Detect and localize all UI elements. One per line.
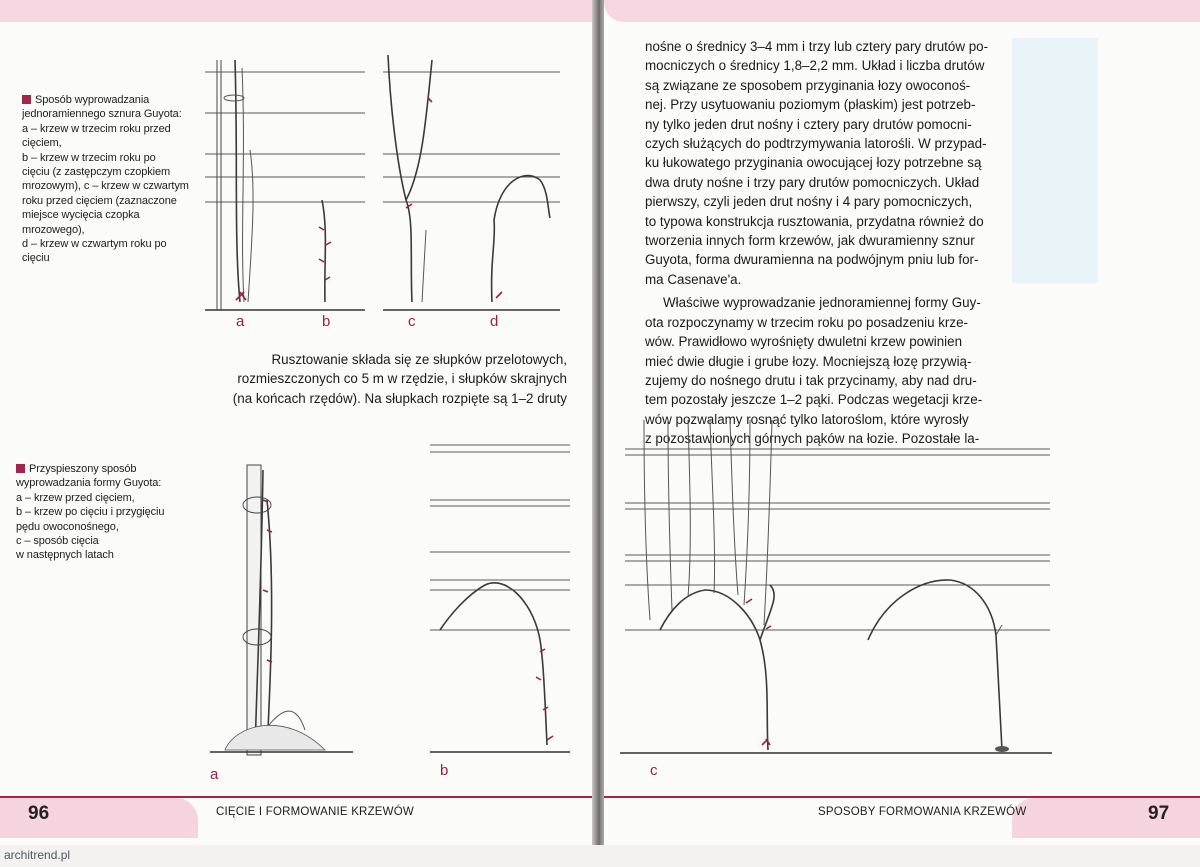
- caption-guyot-accelerated: Przyspieszony sposób wyprowadzania formy Guyota: a – krzew przed cięciem, b – krzew po cięciu i przygięciu pędu owoconośnego, c – sposób cięcia w następnych latach: [16, 463, 165, 562]
- caption-bullet-icon: [16, 464, 25, 473]
- figure-label-a: a: [236, 313, 245, 330]
- left-top-band: [0, 0, 596, 22]
- left-body-text: Rusztowanie składa się ze słupków przelotowych, rozmieszczonych co 5 m w rzędzie, i słupków skrajnych (na końcach rzędów). Na słupkach rozpięte są 1–2 druty: [232, 352, 567, 406]
- figure-label-b: b: [322, 313, 331, 330]
- figure2-label-a: a: [210, 766, 219, 783]
- running-head-left: CIĘCIE I FORMOWANIE KRZEWÓW: [216, 806, 414, 818]
- figure-label-c: c: [408, 313, 416, 330]
- vine-b-arched: [440, 583, 553, 745]
- figure-label-d: d: [490, 313, 499, 330]
- vine-c: [388, 55, 432, 302]
- vine-arched-right: [868, 580, 1009, 752]
- page-number-left: 96: [28, 803, 50, 824]
- vine-a: [224, 60, 253, 302]
- page-number-right: 97: [1148, 803, 1170, 824]
- figure2-label-b: b: [440, 762, 449, 779]
- right-body-text: nośne o średnicy 3–4 mm i trzy lub cztery pary drutów po- mocniczych o średnicy 1,8–2,2 mm. Układ i liczba drutów są związane ze sposobem przyginania łozy owoconoś- nej. Przy usytuowaniu poziomym (płaskim) jest potrzeb- ny tylko jeden drut nośny i cztery pary drutów pomocni- czych służących do podtrzymywania latorośli. W przypad- ku łukowatego przyginania owocującej łozy potrzebne są dwa druty nośne i trzy pary drutów pomocniczych. Układ pierwszy, czyli jeden drut nośny i 4 pary pomocniczych, to typowa konstrukcja rusztowania, przydatna również do tworzenia innych form krzewów, jak dwuramienny sznur Guyota, forma dwuramienna na podwójnym pniu lub for- ma Casenave'a. Właściwe wyprowadzanie jednoramiennej formy Guy- ota rozpoczynamy w trzecim roku po posadzeniu krze- wów. Prawidłowo wyrośnięty dwuletni krzew powinien mieć dwie długie i grube łozy. Mocniejszą łozę przywią- zujemy do nośnego drutu i tak przycinamy, aby nad dru- tem pozostały jeszcze 1–2 pąki. Podczas wegetacji krze- wów pozwalamy rosnąć tylko latoroślom, które wyrosły z pozostawionych górnych pąków na łozie. Pozostałe la-: [645, 39, 989, 447]
- watermark-text: architrend.pl: [4, 848, 71, 862]
- caption-bullet-icon: [22, 95, 31, 104]
- margin-note-panel: [1012, 38, 1098, 283]
- right-footer-band: [1012, 798, 1200, 838]
- figure-pruning-following-years: [620, 415, 1060, 760]
- vine-stake-a: [225, 465, 325, 755]
- caption-guyot-single-arm: Sposób wyprowadzania jednoramiennego sznura Guyota: a – krzew w trzecim roku przed cięciem, b – krzew w trzecim roku po cięciu (z zastępczym czopkiem mrozowym), c – krzew w czwartym roku przed cięciem (zaznaczone miejsce wycięcia czopka mrozowego), d – krzew w czwartym roku po cięciu: [22, 94, 189, 265]
- figure3-label-c: c: [650, 762, 658, 779]
- running-head-right: SPOSOBY FORMOWANIA KRZEWÓW: [818, 806, 1027, 818]
- figure-guyot-single-arm: [200, 40, 570, 315]
- vine-b: [319, 200, 331, 302]
- figure-guyot-accelerated: [205, 440, 575, 770]
- vine-d: [492, 176, 550, 302]
- right-top-band: [604, 0, 1200, 22]
